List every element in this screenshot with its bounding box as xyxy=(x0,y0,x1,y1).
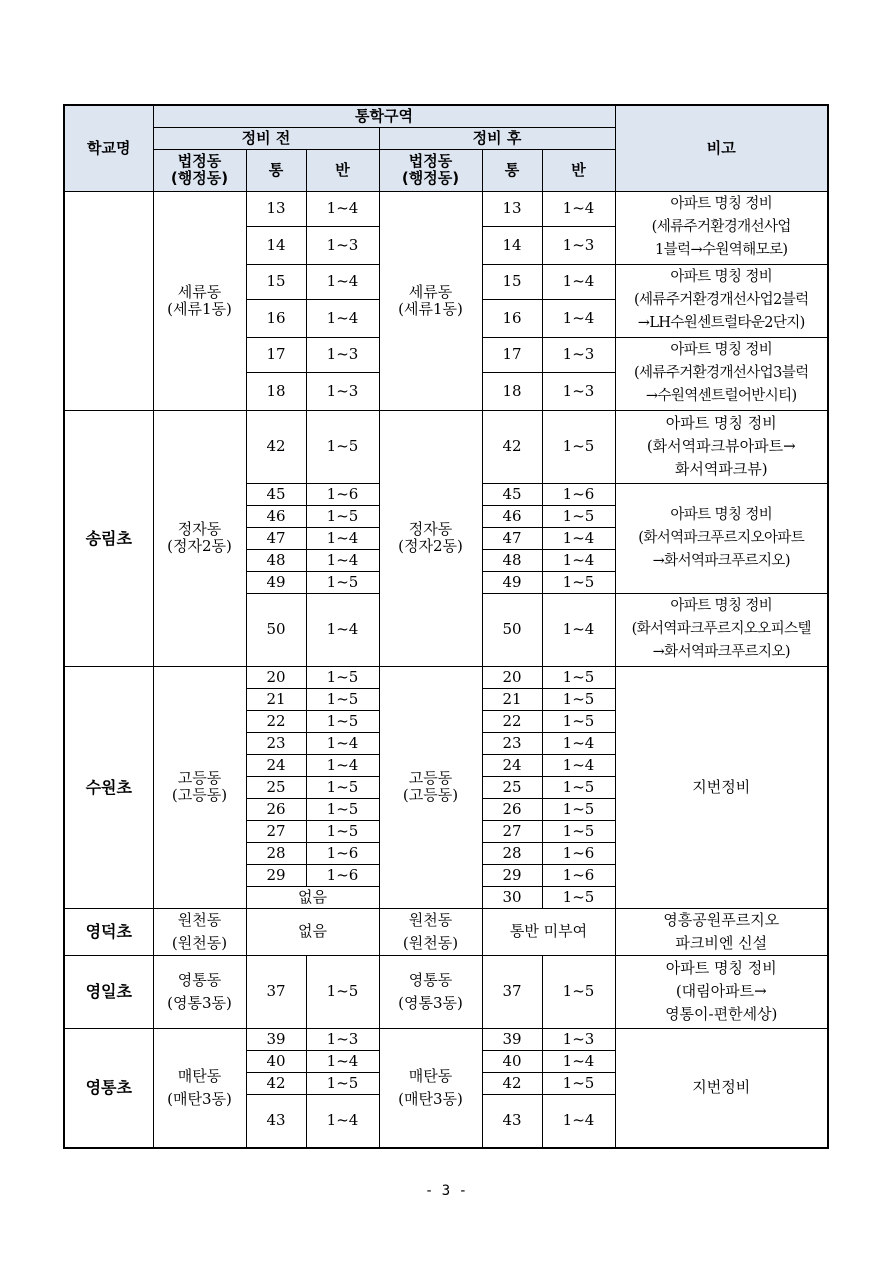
header-ban-before: 반 xyxy=(306,149,379,191)
ban-cell: 1~5 xyxy=(306,410,379,483)
dong-after: 세류동 (세류1동) xyxy=(379,191,482,410)
table-row xyxy=(64,410,828,483)
school-name: 수원초 xyxy=(64,666,153,908)
ban-cell: 1~4 xyxy=(306,593,379,666)
table-row xyxy=(64,1028,828,1050)
note-cell: 아파트 명칭 정비 (화서역파크뷰아파트→ 화서역파크뷰) xyxy=(615,410,828,483)
tong-cell: 18 xyxy=(482,372,542,410)
ban-cell: 1~4 xyxy=(306,264,379,299)
tong-cell: 17 xyxy=(246,337,306,372)
ban-cell: 1~3 xyxy=(306,226,379,264)
ban-cell: 1~5 xyxy=(542,955,615,1028)
tong-cell: 46 xyxy=(246,505,306,527)
note-cell: 영흥공원푸르지오 파크비엔 신설 xyxy=(615,908,828,955)
tong-cell: 23 xyxy=(482,732,542,754)
ban-cell: 1~5 xyxy=(306,571,379,593)
tong-cell: 48 xyxy=(246,549,306,571)
tong-cell: 24 xyxy=(246,754,306,776)
ban-cell: 1~3 xyxy=(542,372,615,410)
none-cell: 없음 xyxy=(246,886,379,908)
ban-cell: 1~5 xyxy=(542,505,615,527)
tong-cell: 26 xyxy=(246,798,306,820)
note-cell: 아파트 명칭 정비 (세류주거환경개선사업2블럭 →LH수원센트럴타운2단지) xyxy=(615,264,828,337)
tong-cell: 39 xyxy=(482,1028,542,1050)
tong-cell: 50 xyxy=(246,593,306,666)
ban-cell: 1~6 xyxy=(542,483,615,505)
tong-cell: 22 xyxy=(246,710,306,732)
tong-cell: 29 xyxy=(246,864,306,886)
dong-after: 원천동 (원천동) xyxy=(379,908,482,955)
tong-cell: 26 xyxy=(482,798,542,820)
ban-cell: 1~5 xyxy=(542,820,615,842)
ban-cell: 1~5 xyxy=(542,798,615,820)
tong-cell: 23 xyxy=(246,732,306,754)
ban-cell: 1~4 xyxy=(306,1050,379,1072)
ban-cell: 1~4 xyxy=(542,264,615,299)
table-row xyxy=(64,908,828,955)
tong-cell: 30 xyxy=(482,886,542,908)
ban-cell: 1~5 xyxy=(542,710,615,732)
tong-cell: 16 xyxy=(482,299,542,337)
tong-cell: 13 xyxy=(482,191,542,226)
note-cell: 아파트 명칭 정비 (대림아파트→ 영통이-편한세상) xyxy=(615,955,828,1028)
ban-cell: 1~4 xyxy=(542,299,615,337)
tong-cell: 50 xyxy=(482,593,542,666)
tong-cell: 45 xyxy=(246,483,306,505)
ban-cell: 1~5 xyxy=(542,776,615,798)
tong-cell: 16 xyxy=(246,299,306,337)
ban-cell: 1~6 xyxy=(542,842,615,864)
school-name: 영통초 xyxy=(64,1028,153,1148)
ban-cell: 1~5 xyxy=(542,1072,615,1094)
note-cell: 지번정비 xyxy=(615,1028,828,1148)
header-tong-before: 통 xyxy=(246,149,306,191)
ban-cell: 1~4 xyxy=(542,593,615,666)
ban-cell: 1~5 xyxy=(306,710,379,732)
tong-cell: 21 xyxy=(246,688,306,710)
ban-cell: 1~5 xyxy=(306,798,379,820)
dong-after: 정자동 (정자2동) xyxy=(379,410,482,666)
dong-before: 정자동 (정자2동) xyxy=(153,410,246,666)
ban-cell: 1~6 xyxy=(542,864,615,886)
tong-cell: 43 xyxy=(482,1094,542,1148)
tong-cell: 15 xyxy=(482,264,542,299)
header-school: 학교명 xyxy=(64,105,153,191)
tong-cell: 47 xyxy=(246,527,306,549)
ban-cell: 1~4 xyxy=(542,1094,615,1148)
ban-cell: 1~5 xyxy=(542,571,615,593)
school-zone-table xyxy=(63,104,829,1149)
school-cell-empty xyxy=(64,191,153,410)
ban-cell: 1~4 xyxy=(306,299,379,337)
ban-cell: 1~4 xyxy=(542,549,615,571)
ban-cell: 1~6 xyxy=(306,864,379,886)
tong-cell: 49 xyxy=(482,571,542,593)
table-row xyxy=(64,666,828,688)
tong-cell: 18 xyxy=(246,372,306,410)
header-after: 정비 후 xyxy=(379,127,615,149)
header-ban-after: 반 xyxy=(542,149,615,191)
dong-before: 원천동 (원천동) xyxy=(153,908,246,955)
ban-cell: 1~4 xyxy=(542,1050,615,1072)
tong-cell: 29 xyxy=(482,864,542,886)
note-cell: 아파트 명칭 정비 (세류주거환경개선사업 1블럭→수원역해모로) xyxy=(615,191,828,264)
tong-cell: 37 xyxy=(246,955,306,1028)
ban-cell: 1~3 xyxy=(542,1028,615,1050)
dong-before: 세류동 (세류1동) xyxy=(153,191,246,410)
note-cell: 아파트 명칭 정비 (세류주거환경개선사업3블럭 →수원역센트럴어반시티) xyxy=(615,337,828,410)
ban-cell: 1~3 xyxy=(306,372,379,410)
header-zone: 통학구역 xyxy=(153,105,615,127)
ban-cell: 1~3 xyxy=(542,337,615,372)
tong-cell: 43 xyxy=(246,1094,306,1148)
tong-cell: 45 xyxy=(482,483,542,505)
tong-cell: 40 xyxy=(482,1050,542,1072)
ban-cell: 1~5 xyxy=(306,688,379,710)
tong-cell: 14 xyxy=(482,226,542,264)
ban-cell: 1~5 xyxy=(306,776,379,798)
header-tong-after: 통 xyxy=(482,149,542,191)
note-cell: 아파트 명칭 정비 (화서역파크푸르지오아파트 →화서역파크푸르지오) xyxy=(615,483,828,593)
dong-before: 영통동 (영통3동) xyxy=(153,955,246,1028)
ban-cell: 1~4 xyxy=(306,527,379,549)
before-value: 없음 xyxy=(246,908,379,955)
ban-cell: 1~4 xyxy=(306,549,379,571)
tong-cell: 28 xyxy=(482,842,542,864)
ban-cell: 1~4 xyxy=(542,191,615,226)
dong-before: 고등동 (고등동) xyxy=(153,666,246,908)
tong-cell: 48 xyxy=(482,549,542,571)
tong-cell: 27 xyxy=(482,820,542,842)
tong-cell: 47 xyxy=(482,527,542,549)
dong-before: 매탄동 (매탄3동) xyxy=(153,1028,246,1148)
tong-cell: 20 xyxy=(482,666,542,688)
tong-cell: 42 xyxy=(246,410,306,483)
ban-cell: 1~5 xyxy=(306,666,379,688)
tong-cell: 42 xyxy=(246,1072,306,1094)
ban-cell: 1~5 xyxy=(306,955,379,1028)
ban-cell: 1~3 xyxy=(306,337,379,372)
tong-cell: 22 xyxy=(482,710,542,732)
table-row xyxy=(64,955,828,1028)
tong-cell: 21 xyxy=(482,688,542,710)
ban-cell: 1~5 xyxy=(306,1072,379,1094)
school-name: 영일초 xyxy=(64,955,153,1028)
tong-cell: 17 xyxy=(482,337,542,372)
tong-cell: 40 xyxy=(246,1050,306,1072)
ban-cell: 1~6 xyxy=(306,483,379,505)
note-cell: 지번정비 xyxy=(615,666,828,908)
school-name: 영덕초 xyxy=(64,908,153,955)
ban-cell: 1~4 xyxy=(306,1094,379,1148)
ban-cell: 1~4 xyxy=(306,754,379,776)
ban-cell: 1~3 xyxy=(306,1028,379,1050)
tong-cell: 49 xyxy=(246,571,306,593)
ban-cell: 1~4 xyxy=(542,754,615,776)
tong-cell: 25 xyxy=(246,776,306,798)
ban-cell: 1~5 xyxy=(542,886,615,908)
ban-cell: 1~5 xyxy=(306,820,379,842)
tong-cell: 42 xyxy=(482,1072,542,1094)
ban-cell: 1~5 xyxy=(542,666,615,688)
table-row xyxy=(64,191,828,226)
dong-after: 고등동 (고등동) xyxy=(379,666,482,908)
tong-cell: 20 xyxy=(246,666,306,688)
ban-cell: 1~6 xyxy=(306,842,379,864)
note-cell: 아파트 명칭 정비 (화서역파크푸르지오오피스텔 →화서역파크푸르지오) xyxy=(615,593,828,666)
tong-cell: 28 xyxy=(246,842,306,864)
tong-cell: 25 xyxy=(482,776,542,798)
dong-after: 영통동 (영통3동) xyxy=(379,955,482,1028)
ban-cell: 1~4 xyxy=(542,732,615,754)
ban-cell: 1~4 xyxy=(306,191,379,226)
tong-cell: 37 xyxy=(482,955,542,1028)
ban-cell: 1~3 xyxy=(542,226,615,264)
ban-cell: 1~5 xyxy=(542,688,615,710)
tong-cell: 14 xyxy=(246,226,306,264)
tong-cell: 46 xyxy=(482,505,542,527)
tong-cell: 13 xyxy=(246,191,306,226)
dong-after: 매탄동 (매탄3동) xyxy=(379,1028,482,1148)
ban-cell: 1~4 xyxy=(306,732,379,754)
header-dong-after: 법정동 (행정동) xyxy=(379,149,482,191)
header-note: 비고 xyxy=(615,105,828,191)
tong-cell: 27 xyxy=(246,820,306,842)
ban-cell: 1~4 xyxy=(542,527,615,549)
tong-cell: 24 xyxy=(482,754,542,776)
tong-cell: 39 xyxy=(246,1028,306,1050)
tong-cell: 15 xyxy=(246,264,306,299)
ban-cell: 1~5 xyxy=(542,410,615,483)
after-value: 통반 미부여 xyxy=(482,908,615,955)
ban-cell: 1~5 xyxy=(306,505,379,527)
header-before: 정비 전 xyxy=(153,127,379,149)
header-dong-before: 법정동 (행정동) xyxy=(153,149,246,191)
school-name: 송림초 xyxy=(64,410,153,666)
page-number: - 3 - xyxy=(424,1183,468,1199)
tong-cell: 42 xyxy=(482,410,542,483)
